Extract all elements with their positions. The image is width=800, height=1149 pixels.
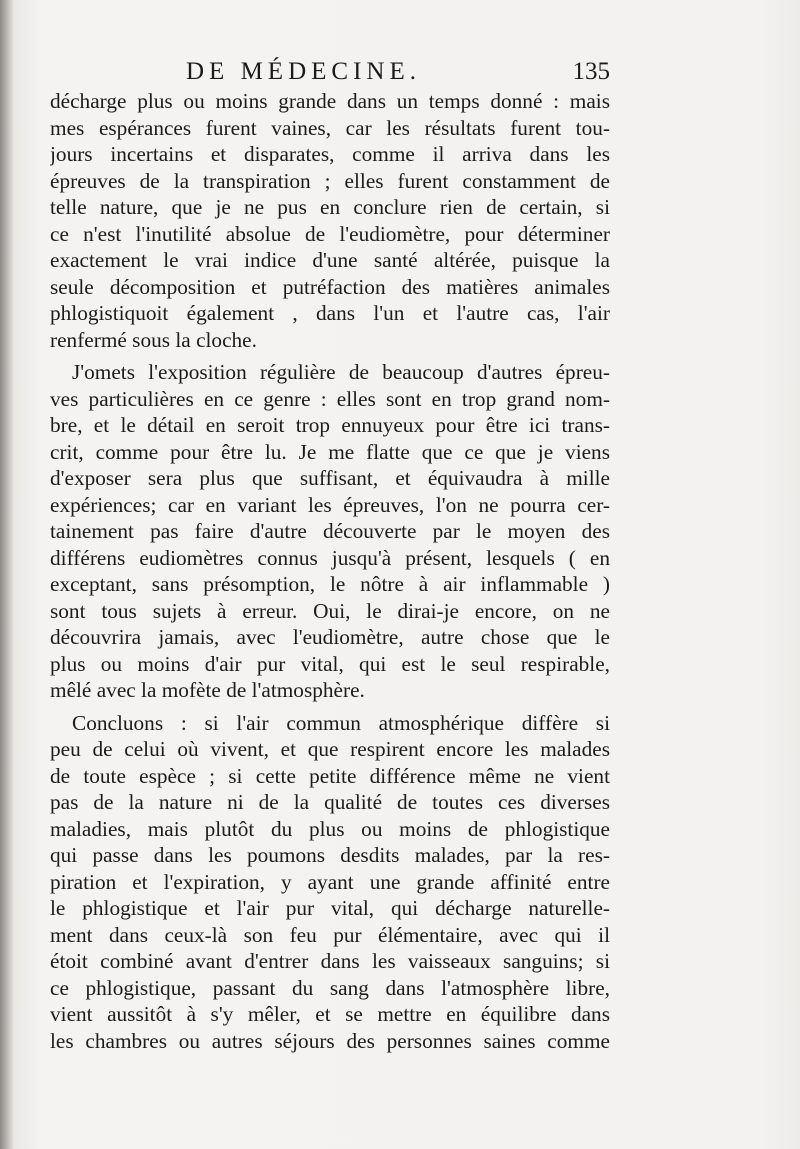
paragraph-3 xyxy=(50,710,610,1055)
text-line: crit, comme pour être lu. Je me flatte que ce que je viens xyxy=(50,439,610,464)
text-line: vient aussitôt à s'y mêler, et se mettre en équilibre dans xyxy=(50,1002,610,1026)
text-line: exactement le vrai indice d'une santé altérée, puisque la xyxy=(50,248,610,272)
text-line: ce phlogistique, passant du sang dans l'atmosphère libre, xyxy=(50,975,610,1000)
text-line: mêlé avec la mofète de l'atmosphère. xyxy=(50,678,365,702)
text-line: qui passe dans les poumons desdits malades, par la res- xyxy=(50,843,610,867)
page-header xyxy=(50,58,610,90)
text-line: renfermé sous la cloche. xyxy=(50,327,257,352)
text-line: le phlogistique et l'air pur vital, qui décharge naturelle- xyxy=(50,896,610,920)
text-line: décharge plus ou moins grande dans un temps donné : mais xyxy=(50,89,610,113)
text-line: peu de celui où vivent, et que respirent encore les malades xyxy=(50,737,610,761)
running-head: DE MÉDECINE. xyxy=(186,58,421,85)
text-line: plus ou moins d'air pur vital, qui est le seul respirable, xyxy=(50,651,610,676)
text-line: jours incertains et disparates, comme il arriva dans les xyxy=(50,142,610,166)
text-line: les chambres ou autres séjours des personnes saines comme xyxy=(50,1028,610,1053)
binding-gutter-shadow xyxy=(0,0,14,1149)
text-line: bre, et le détail en seroit trop ennuyeux pour être ici trans- xyxy=(50,413,610,437)
page-number: 135 xyxy=(572,58,610,85)
text-line: Concluons : si l'air commun atmosphérique diffère si xyxy=(72,710,610,735)
paragraph-2 xyxy=(50,359,610,704)
text-line: pas de la nature ni de la qualité de toutes ces diverses xyxy=(50,790,610,814)
text-line: de toute espèce ; si cette petite différence même ne vient xyxy=(50,763,610,788)
text-line: phlogistiquoit également , dans l'un et l'autre cas, l'air xyxy=(50,301,610,325)
text-line: J'omets l'exposition régulière de beaucoup d'autres épreu- xyxy=(72,360,610,384)
text-line: tainement pas faire d'autre découverte par le moyen des xyxy=(50,519,610,543)
text-line: ce n'est l'inutilité absolue de l'eudiomètre, pour déterminer xyxy=(50,221,610,246)
text-line: ves particulières en ce genre : elles sont en trop grand nom- xyxy=(50,386,610,411)
paragraph-1 xyxy=(50,88,610,353)
text-line: piration et l'expiration, y ayant une grande affinité entre xyxy=(50,869,610,894)
text-line: mes espérances furent vaines, car les résultats furent tou- xyxy=(50,115,610,140)
text-line: expériences; car en variant les épreuves, l'on ne pourra cer- xyxy=(50,492,610,517)
body-text xyxy=(50,88,610,1054)
text-line: sont tous sujets à erreur. Oui, le dirai-je encore, on ne xyxy=(50,598,610,623)
text-line: maladies, mais plutôt du plus ou moins de phlogistique xyxy=(50,816,610,841)
text-line: d'exposer sera plus que suffisant, et équivaudra à mille xyxy=(50,466,610,490)
text-line: ment dans ceux-là son feu pur élémentaire, avec qui il xyxy=(50,922,610,947)
text-line: telle nature, que je ne pus en conclure rien de certain, si xyxy=(50,195,610,219)
text-line: exceptant, sans présomption, le nôtre à air inflammable ) xyxy=(50,572,610,596)
text-line: découvrira jamais, avec l'eudiomètre, autre chose que le xyxy=(50,625,610,649)
text-line: différens eudiomètres connus jusqu'à présent, lesquels ( en xyxy=(50,545,610,570)
text-line: seule décomposition et putréfaction des matières animales xyxy=(50,274,610,299)
text-line: étoit combiné avant d'entrer dans les vaisseaux sanguins; si xyxy=(50,949,610,973)
text-line: épreuves de la transpiration ; elles furent constamment de xyxy=(50,168,610,193)
